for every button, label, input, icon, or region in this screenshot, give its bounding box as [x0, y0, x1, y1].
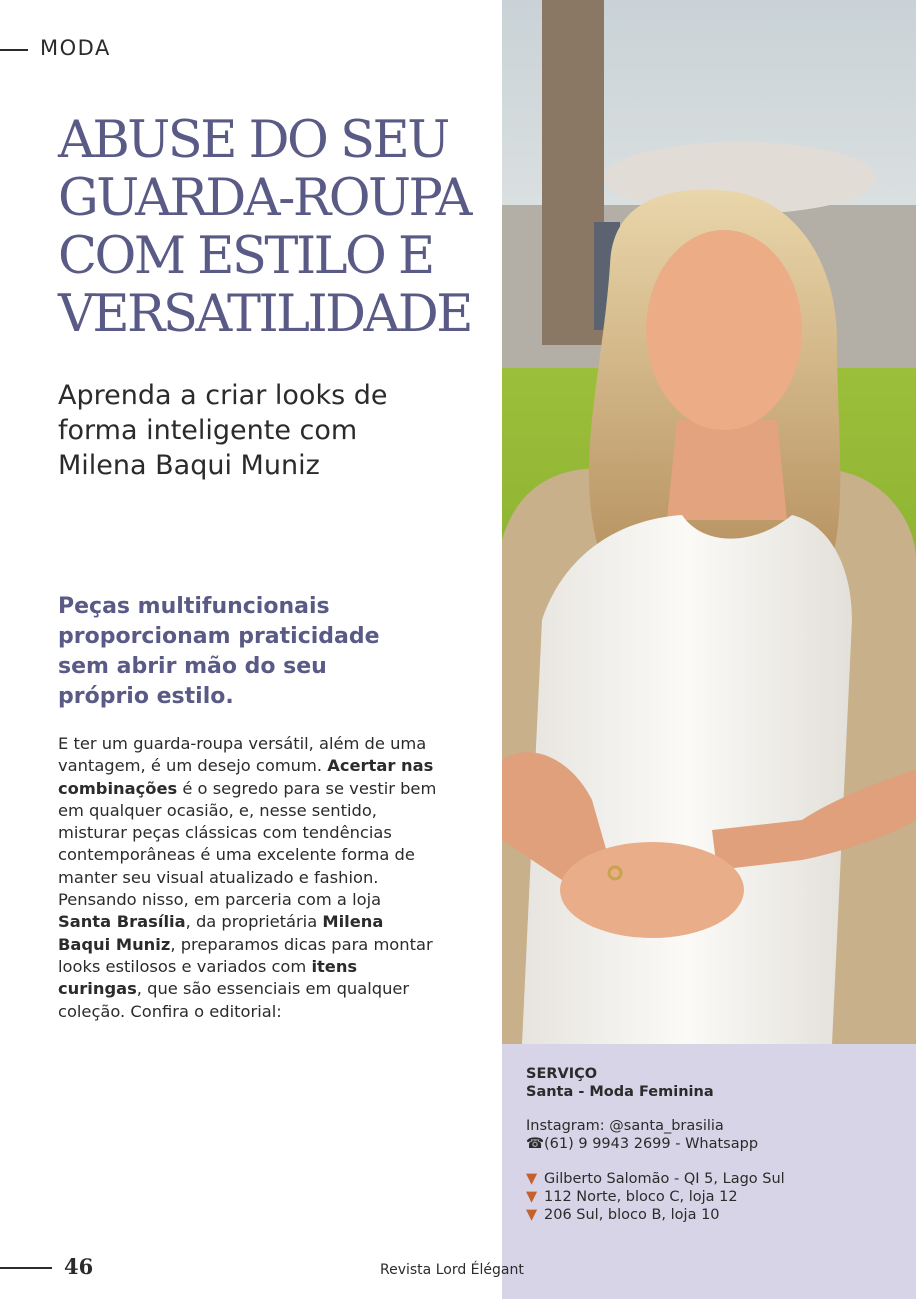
- lead-line: proporcionam praticidade: [58, 624, 380, 649]
- instagram-handle[interactable]: Instagram: @santa_brasilia: [526, 1118, 724, 1134]
- address-text: Gilberto Salomão - QI 5, Lago Sul: [544, 1171, 785, 1187]
- phone-line: [526, 1136, 758, 1152]
- body-text: , preparamos dicas para montar looks estilosos e variados com: [58, 934, 433, 976]
- headline: [58, 112, 498, 344]
- map-pin-icon: ▼: [526, 1189, 538, 1205]
- address-line: [526, 1189, 738, 1205]
- subtitle: [58, 378, 478, 483]
- phone-icon: ☎: [526, 1136, 545, 1152]
- face: [646, 230, 802, 430]
- neck: [667, 420, 787, 520]
- headline-line: COM ESTILO E: [58, 227, 433, 286]
- body-bold: Acertar nas combinações: [58, 756, 434, 798]
- subtitle-line: Milena Baqui Muniz: [58, 450, 320, 481]
- address-line: [526, 1207, 720, 1223]
- headline-line: GUARDA-ROUPA: [58, 169, 470, 228]
- body-text: , da proprietária: [185, 912, 323, 932]
- address-text: 112 Norte, bloco C, loja 12: [544, 1189, 738, 1205]
- body-bold: itens curingas: [58, 956, 358, 999]
- service-title: SERVIÇO: [526, 1066, 598, 1082]
- lead-line: próprio estilo.: [58, 684, 234, 709]
- body-text: é o segredo para se vestir bem em qualquer ocasião, e, nesse sentido, misturar peças clássicas com tendências contemporâneas é uma excelente forma de manter seu visual atualizado e fashion. Pensando nisso, em parceria com a loja: [58, 778, 437, 910]
- body-bold: Santa Brasília: [58, 912, 186, 932]
- lead-line: sem abrir mão do seu: [58, 654, 327, 679]
- lead-paragraph: [58, 592, 418, 712]
- headline-line: ABUSE DO SEU: [58, 111, 448, 170]
- subtitle-line: Aprenda a criar looks de: [58, 380, 388, 411]
- body-text: , que são essenciais em qualquer coleção. Confira o editorial:: [58, 979, 410, 1021]
- service-name: Santa - Moda Feminina: [526, 1084, 714, 1100]
- body-text: E ter um guarda-roupa versátil, além de uma vantagem, é um desejo comum.: [58, 734, 427, 776]
- magazine-name: Revista Lord Élégant: [380, 1262, 524, 1278]
- body-paragraph: [58, 733, 438, 1023]
- headline-line: VERSATILIDADE: [58, 285, 471, 344]
- subtitle-line: forma inteligente com: [58, 415, 358, 446]
- address-line: [526, 1171, 785, 1187]
- body-bold: Milena Baqui Muniz: [58, 912, 384, 954]
- map-pin-icon: ▼: [526, 1207, 538, 1223]
- section-rule: [0, 49, 28, 51]
- hands: [560, 842, 744, 938]
- page-number: 46: [64, 1254, 94, 1279]
- service-panel: [502, 1044, 916, 1299]
- instagram-line: [526, 1118, 724, 1134]
- address-text: 206 Sul, bloco B, loja 10: [544, 1207, 720, 1223]
- phone-number[interactable]: (61) 9 9943 2699 - Whatsapp: [544, 1136, 759, 1152]
- map-pin-icon: ▼: [526, 1171, 538, 1187]
- lead-line: Peças multifuncionais: [58, 594, 330, 619]
- section-label: MODA: [40, 36, 111, 60]
- footer-rule: [0, 1267, 52, 1269]
- portrait-photo: [502, 0, 916, 1044]
